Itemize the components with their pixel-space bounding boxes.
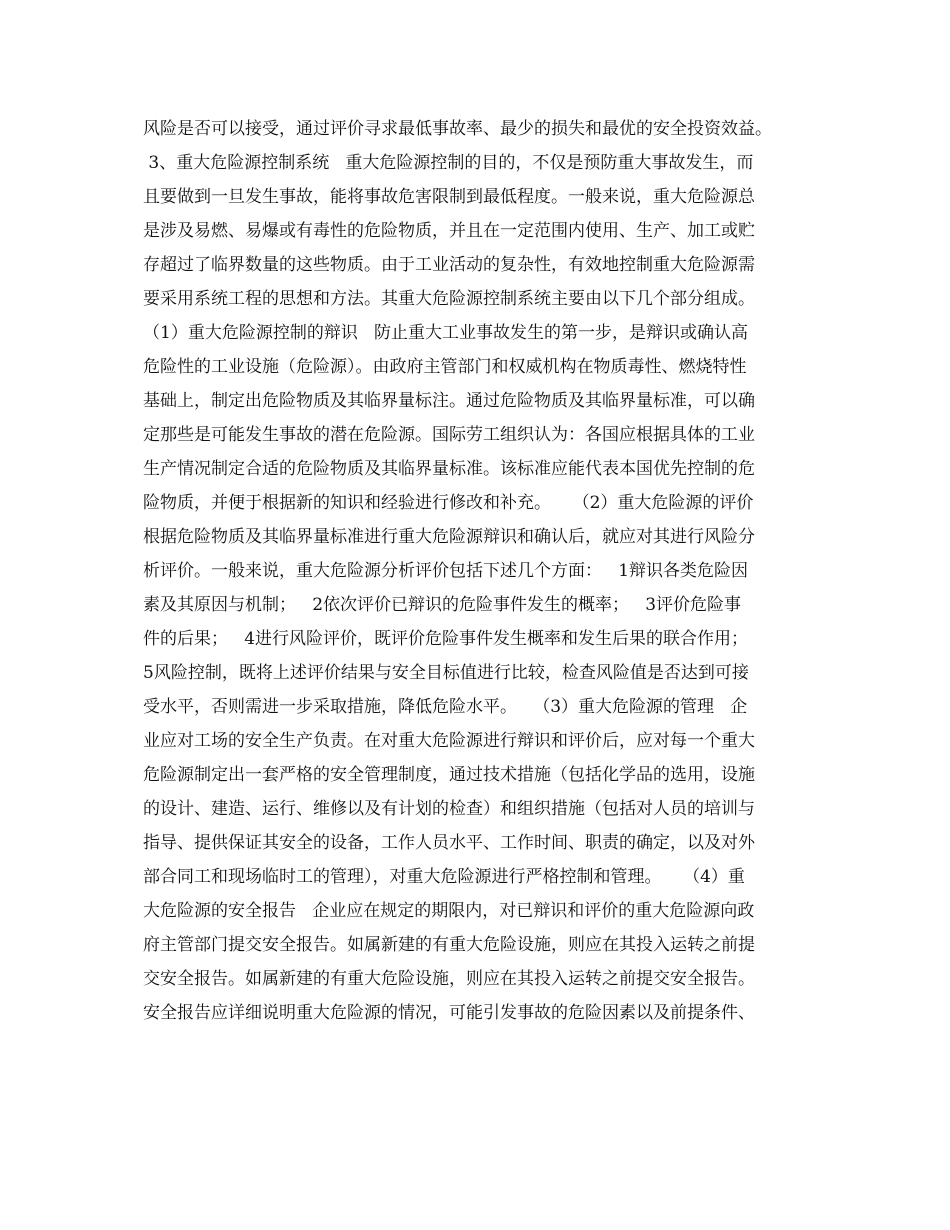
body-text	[143, 112, 823, 1030]
text-line: 且要做到一旦发生事故，能将事故危害限制到最低程度。一般来说，重大危险源总	[143, 187, 755, 207]
text-line: 件的后果； 4进行风险评价，既评价危险事件发生概率和发生后果的联合作用；	[143, 629, 749, 649]
text-line: 的设计、建造、运行、维修以及有计划的检查）和组织措施（包括对人员的培训与	[143, 799, 755, 819]
text-line: 素及其原因与机制； 2依次评价已辩识的危险事件发生的概率； 3评价危险事	[143, 595, 742, 615]
text-line: 定那些是可能发生事故的潜在危险源。国际劳工组织认为：各国应根据具体的工业	[143, 425, 755, 445]
text-line: 安全报告应详细说明重大危险源的情况，可能引发事故的危险因素以及前提条件、	[143, 1003, 755, 1023]
text-line: 府主管部门提交安全报告。如属新建的有重大危险设施，则应在其投入运转之前提	[143, 935, 755, 955]
text-line: 5风险控制，既将上述评价结果与安全目标值进行比较，检查风险值是否达到可接	[143, 663, 749, 683]
text-line: 3、重大危险源控制系统 重大危险源控制的目的，不仅是预防重大事故发生，而	[143, 153, 754, 173]
text-line: 危险性的工业设施（危险源）。由政府主管部门和权威机构在物质毒性、燃烧特性	[143, 357, 747, 377]
text-line: 交安全报告。如属新建的有重大危险设施，则应在其投入运转之前提交安全报告。	[143, 969, 755, 989]
text-line: 根据危险物质及其临界量标准进行重大危险源辩识和确认后，就应对其进行风险分	[143, 527, 755, 547]
text-line: 生产情况制定合适的危险物质及其临界量标准。该标准应能代表本国优先控制的危	[143, 459, 755, 479]
text-line: 要采用系统工程的思想和方法。其重大危险源控制系统主要由以下几个部分组成。	[143, 289, 755, 309]
text-line: 析评价。一般来说，重大危险源分析评价包括下述几个方面： 1辩识各类危险因	[143, 561, 749, 581]
text-line: 存超过了临界数量的这些物质。由于工业活动的复杂性，有效地控制重大危险源需	[143, 255, 755, 275]
text-line: 大危险源的安全报告 企业应在规定的期限内，对已辩识和评价的重大危险源向政	[143, 901, 755, 921]
text-line: 基础上，制定出危险物质及其临界量标注。通过危险物质及其临界量标准，可以确	[143, 391, 755, 411]
text-line: 危险源制定出一套严格的安全管理制度，通过技术措施（包括化学品的选用，设施	[143, 765, 755, 785]
text-line: 险物质，并便于根据新的知识和经验进行修改和补充。 （2）重大危险源的评价	[143, 493, 754, 513]
text-line: 部合同工和现场临时工的管理），对重大危险源进行严格控制和管理。 （4）重	[143, 867, 745, 887]
text-line: 风险是否可以接受，通过评价寻求最低事故率、最少的损失和最优的安全投资效益。	[143, 119, 772, 139]
text-line: 指导、提供保证其安全的设备，工作人员水平、工作时间、职责的确定，以及对外	[143, 833, 755, 853]
text-line: 是涉及易燃、易爆或有毒性的危险物质，并且在一定范围内使用、生产、加工或贮	[143, 221, 755, 241]
text-line: 受水平，否则需进一步采取措施，降低危险水平。 （3）重大危险源的管理 企	[143, 697, 748, 717]
text-line: （1）重大危险源控制的辩识 防止重大工业事故发生的第一步，是辩识或确认高	[143, 323, 749, 343]
text-line: 业应对工场的安全生产负责。在对重大危险源进行辩识和评价后，应对每一个重大	[143, 731, 755, 751]
